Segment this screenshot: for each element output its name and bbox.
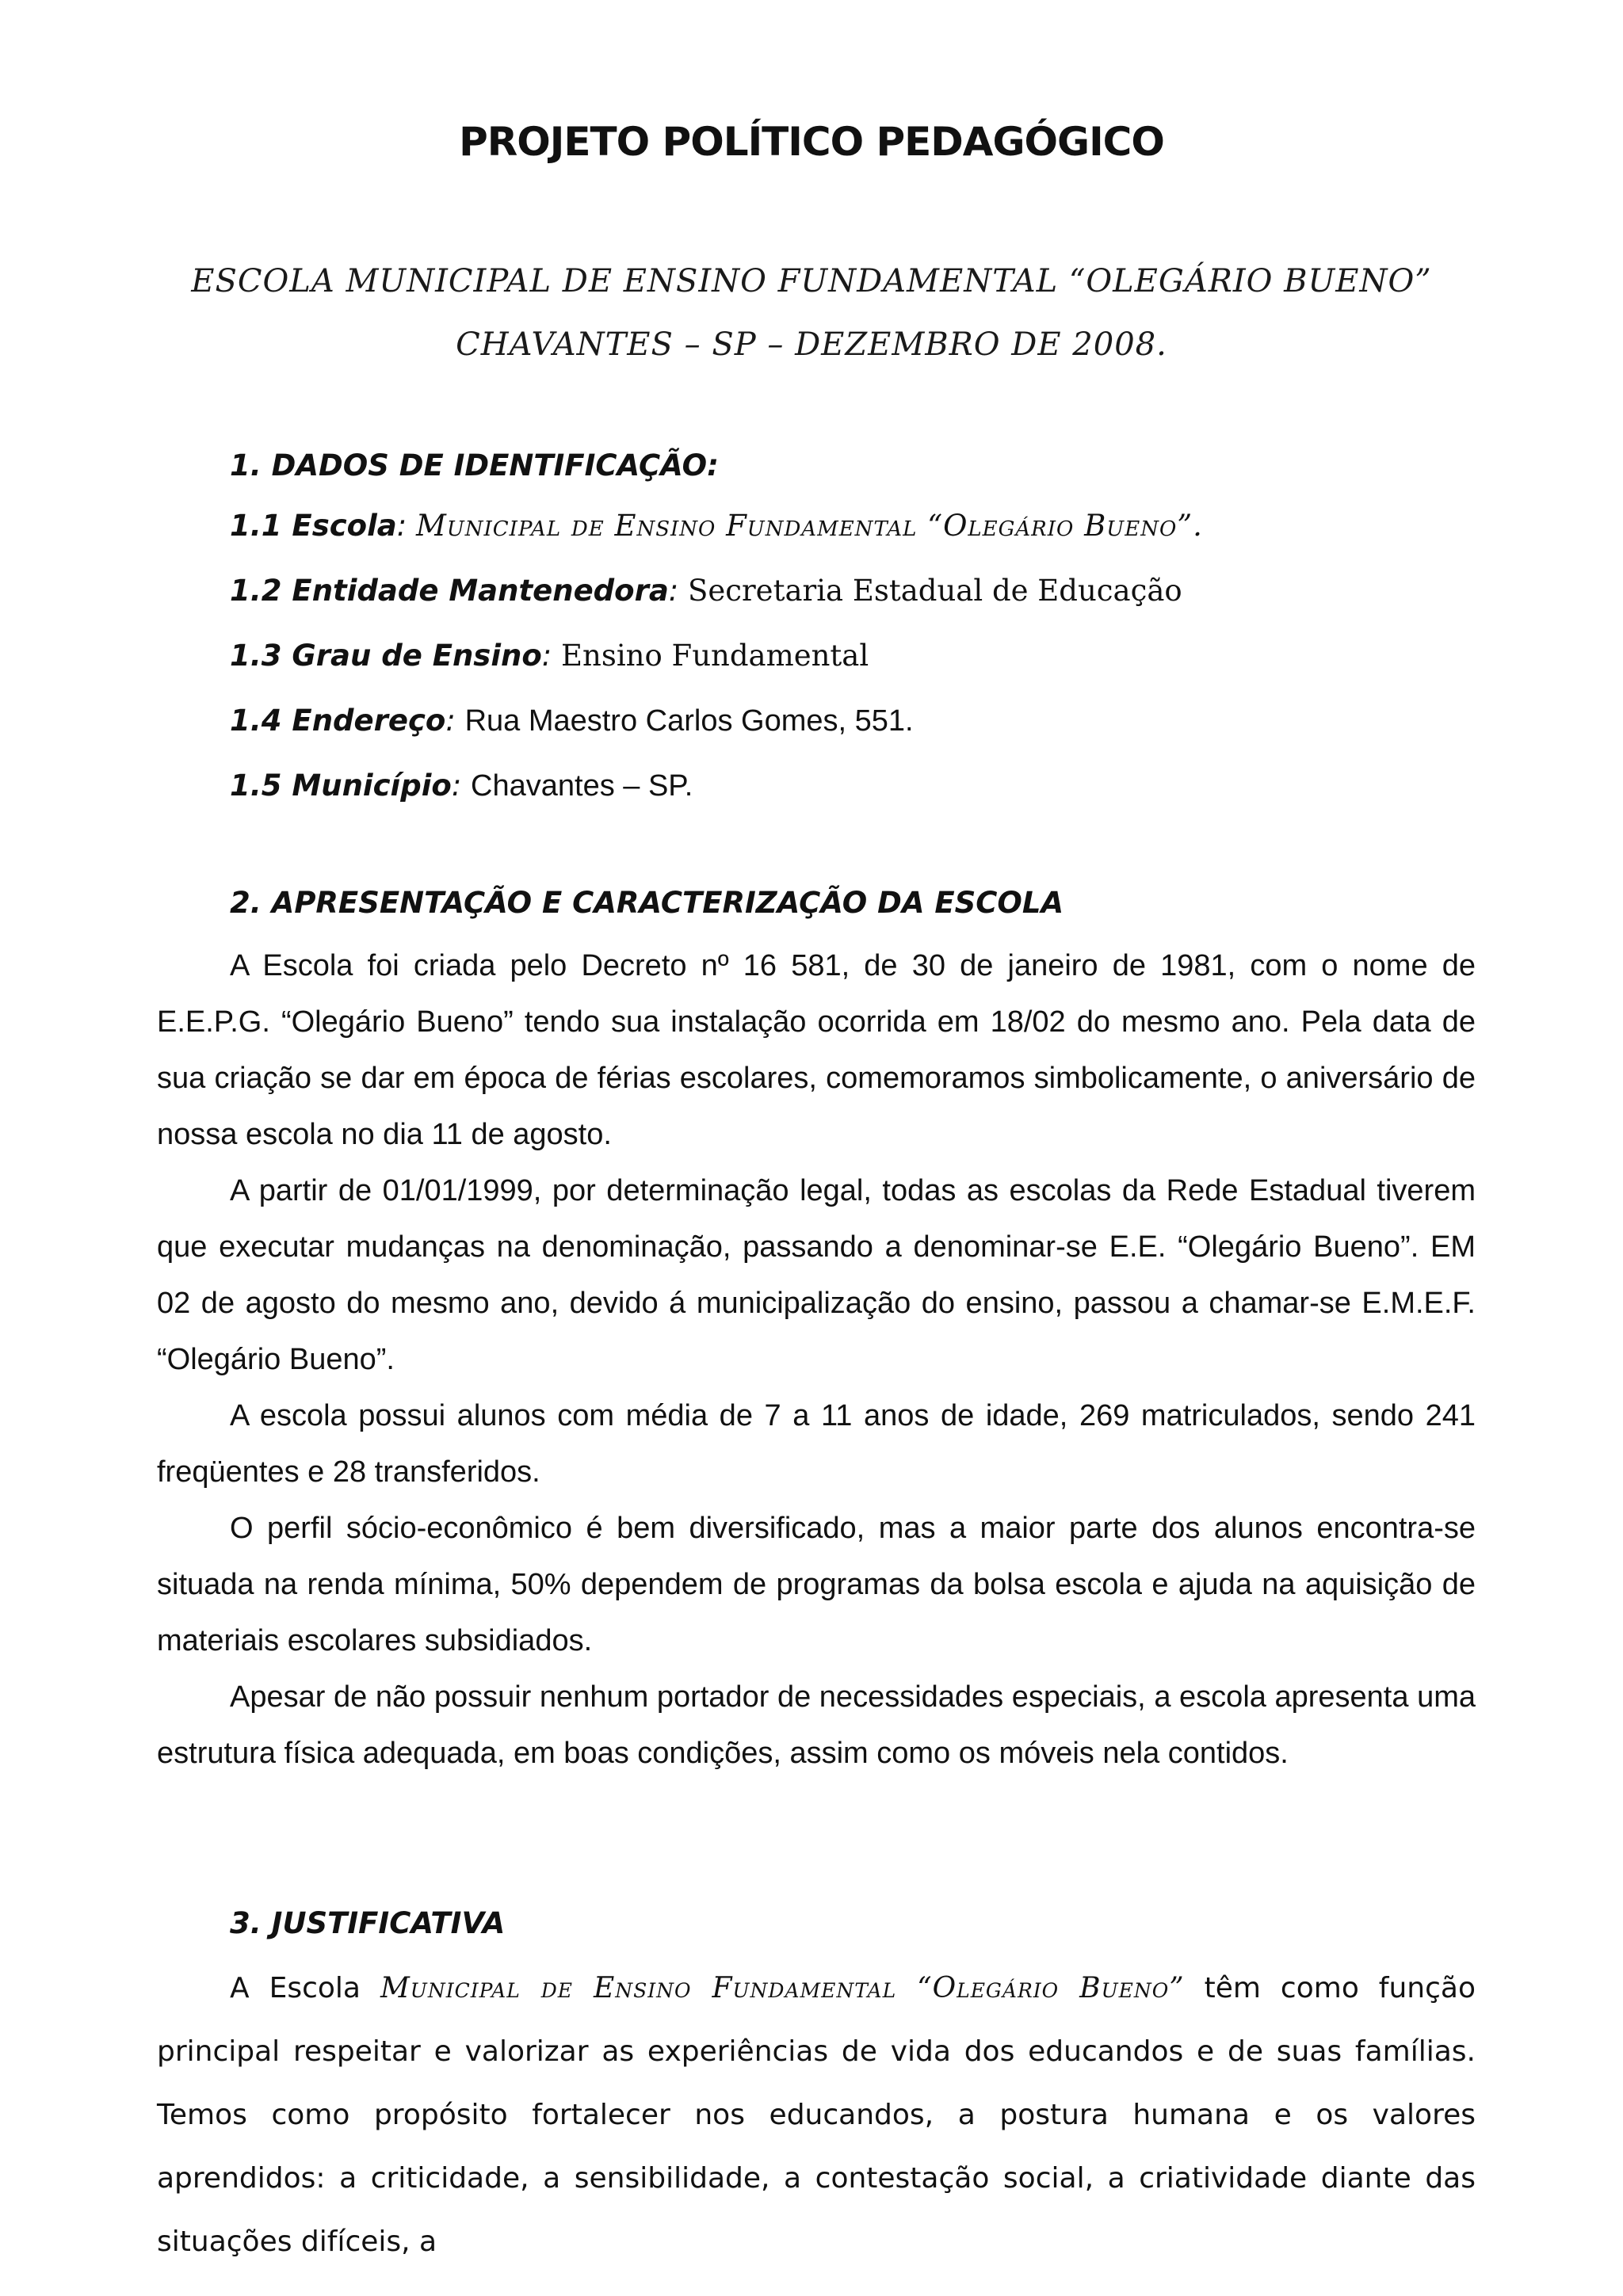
- paragraph: Apesar de não possuir nenhum portador de necessidades especiais, a escola apresenta uma estrutura física adequada, em boas condições, assim como os móveis nela contidos.: [157, 1680, 1476, 1770]
- id-value: Chavantes – SP.: [471, 769, 693, 803]
- justification-intro: A Escola: [230, 1972, 361, 2004]
- id-value: Ensino Fundamental: [561, 639, 869, 673]
- id-item-municipality: 1.5 Município: Chavantes – SP.: [230, 769, 693, 803]
- id-label: 1.4 Endereço: [230, 704, 446, 738]
- paragraph-justification: [157, 1957, 1476, 2274]
- id-item-school: 1.1 Escola: Municipal de Ensino Fundamental “Olegário Bueno”.: [230, 509, 1203, 543]
- section-heading-identification: 1. DADOS DE IDENTIFICAÇÃO:: [230, 448, 719, 482]
- paragraph: O perfil sócio-econômico é bem diversificado, mas a maior parte dos alunos encontra-se situada na renda mínima, 50% dependem de programas da bolsa escola e ajuda na aquisição de materiais escolares subsidiados.: [157, 1512, 1476, 1657]
- id-value: Rua Maestro Carlos Gomes, 551.: [464, 704, 914, 738]
- id-item-grade: 1.3 Grau de Ensino: Ensino Fundamental: [230, 639, 869, 673]
- paragraph: A partir de 01/01/1999, por determinação legal, todas as escolas da Rede Estadual tiverem que executar mudanças na denominação, passando a denominar-se E.E. “Olegário Bueno”. EM 02 de agosto do mesmo ano, devido á municipalização do ensino, passou a chamar-se E.M.E.F. “Olegário Bueno”.: [157, 1174, 1476, 1376]
- paragraph: A Escola foi criada pelo Decreto nº 16 581, de 30 de janeiro de 1981, com o nome de E.E.P.G. “Olegário Bueno” tendo sua instalação ocorrida em 18/02 do mesmo ano. Pela data de sua criação se dar em época de férias escolares, comemoramos simbolicamente, o aniversário de nossa escola no dia 11 de agosto.: [157, 949, 1476, 1151]
- justification-school-name: Municipal de Ensino Fundamental “Olegário Bueno”: [380, 1972, 1185, 2004]
- subtitle-location-date: CHAVANTES – SP – DEZEMBRO DE 2008.: [456, 326, 1167, 363]
- id-item-entity: 1.2 Entidade Mantenedora: Secretaria Estadual de Educação: [230, 574, 1182, 608]
- justification-text: têm como função principal respeitar e valorizar as experiências de vida dos educandos e de suas famílias. Temos como propósito fortalecer nos educandos, a postura humana e os valores aprendidos: a criticidade, a sensibilidade, a contestação social, a criatividade diante das situações difíceis, a: [157, 1972, 1476, 2258]
- section-heading-presentation: 2. APRESENTAÇÃO E CARACTERIZAÇÃO DA ESCOLA: [230, 886, 1064, 920]
- section-heading-justification: 3. JUSTIFICATIVA: [230, 1906, 506, 1940]
- id-label: 1.5 Município: [230, 769, 452, 803]
- paragraph: A escola possui alunos com média de 7 a 11 anos de idade, 269 matriculados, sendo 241 freqüentes e 28 transferidos.: [157, 1399, 1476, 1489]
- id-label: 1.2 Entidade Mantenedora: [230, 574, 669, 608]
- id-label: 1.1 Escola: [230, 509, 397, 543]
- page-title: PROJETO POLÍTICO PEDAGÓGICO: [459, 119, 1164, 165]
- id-item-address: 1.4 Endereço: Rua Maestro Carlos Gomes, 551.: [230, 704, 914, 738]
- id-label: 1.3 Grau de Ensino: [230, 639, 542, 673]
- subtitle-school: ESCOLA MUNICIPAL DE ENSINO FUNDAMENTAL “OLEGÁRIO BUENO”: [191, 263, 1432, 299]
- id-value: Municipal de Ensino Fundamental “Olegário Bueno”.: [415, 509, 1203, 543]
- id-value: Secretaria Estadual de Educação: [688, 574, 1182, 608]
